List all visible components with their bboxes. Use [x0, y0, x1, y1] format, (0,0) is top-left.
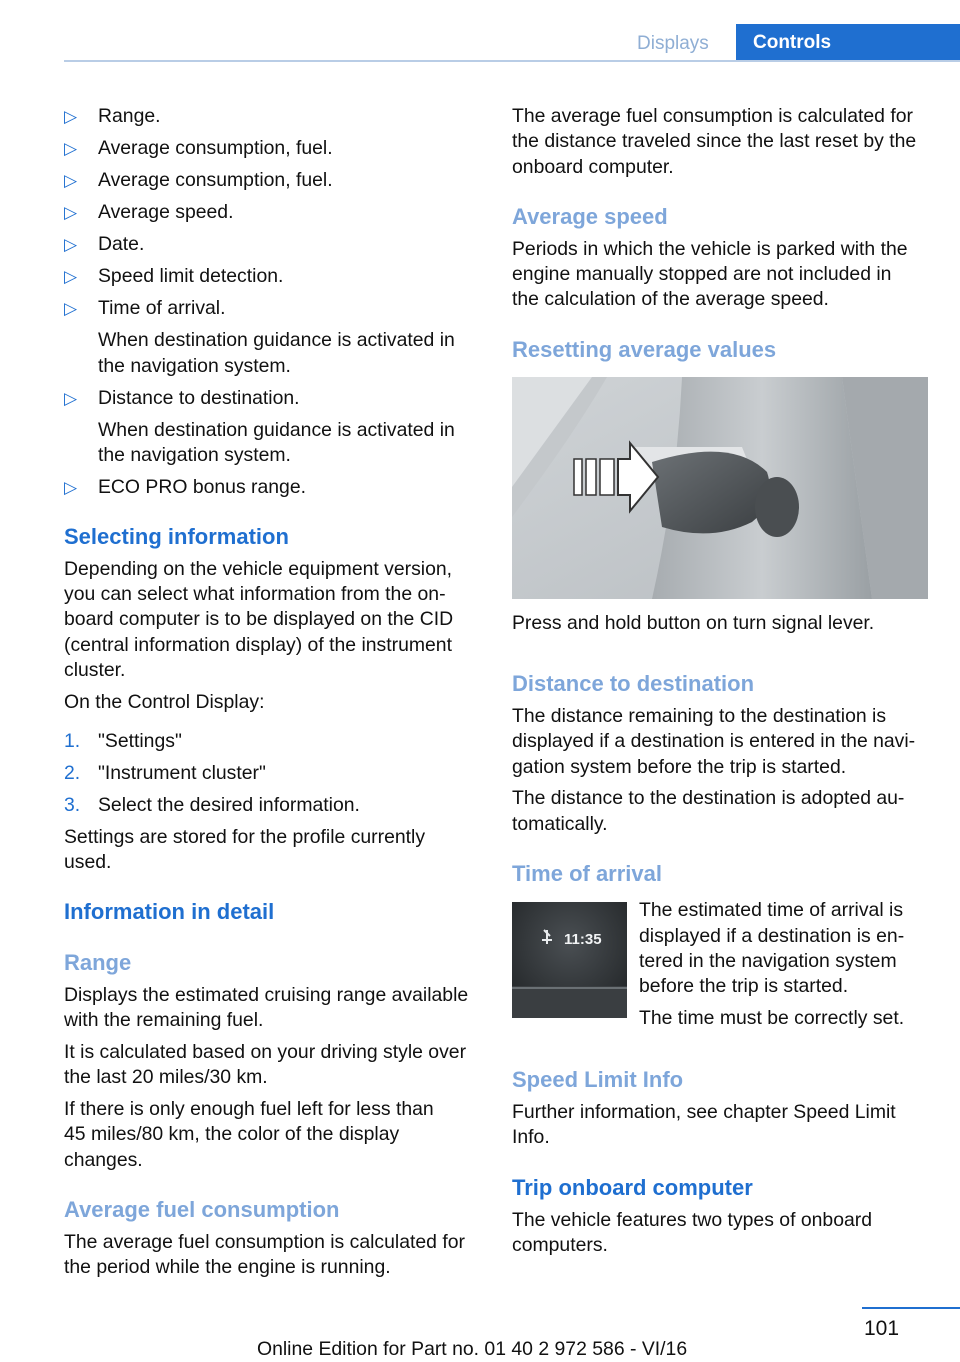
turn-signal-lever-illustration [512, 377, 928, 599]
paragraph-line: The time must be correctly set. [639, 1007, 905, 1029]
paragraph-line: before the trip is started. [639, 975, 849, 997]
paragraph-line: the distance traveled since the last reset by the [512, 130, 917, 152]
bullet-note: When destination guidance is activated in [98, 419, 455, 441]
subsection-heading: Average fuel consumption [64, 1197, 340, 1222]
section-heading: Selecting information [64, 524, 289, 549]
subsection-heading: Distance to destination [512, 671, 755, 696]
paragraph-line: displayed if a destination is entered in the navi‐ [512, 730, 916, 752]
paragraph-line: tered in the navigation system [639, 950, 897, 972]
header-section-label: Displays [637, 33, 709, 54]
paragraph-line: If there is only enough fuel left for less than [64, 1098, 434, 1120]
paragraph-line: The distance remaining to the destination is [512, 705, 887, 727]
bullet-note: the navigation system. [98, 355, 291, 377]
paragraph-line: displayed if a destination is en‐ [639, 925, 905, 947]
paragraph-line: computers. [512, 1234, 608, 1256]
subsection-heading: Speed Limit Info [512, 1067, 684, 1092]
bullet-note: the navigation system. [98, 444, 291, 466]
paragraph-line: 45 miles/80 km, the color of the display [64, 1123, 400, 1145]
lever-drawing [512, 377, 928, 599]
paragraph-line: The estimated time of arrival is [639, 899, 904, 921]
header-rule [64, 60, 960, 62]
paragraph-line: It is calculated based on your driving style over [64, 1041, 467, 1063]
header-chapter-tab: Controls [736, 24, 960, 62]
page-number: 101 [864, 1317, 900, 1340]
paragraph-line: the calculation of the average speed. [512, 288, 829, 310]
paragraph-line: used. [64, 851, 112, 873]
footer-edition: Online Edition for Part no. 01 40 2 972 586 - VI/16 [257, 1338, 688, 1360]
paragraph-line: (central information display) of the instrument [64, 634, 452, 656]
paragraph-line: The vehicle features two types of onboard [512, 1209, 873, 1231]
triangle-bullet-icon: ▷ [64, 107, 78, 126]
paragraph-line: Displays the estimated cruising range available [64, 984, 469, 1006]
paragraph-line: The distance to the destination is adopted au‐ [512, 787, 905, 809]
triangle-bullet-icon: ▷ [64, 267, 78, 286]
figure-caption: Press and hold button on turn signal lever. [512, 612, 875, 634]
paragraph-line: with the remaining fuel. [64, 1009, 264, 1031]
arrival-time-display-illustration [512, 902, 627, 1018]
paragraph-line: The average fuel consumption is calculated for [512, 105, 913, 127]
clock-time-text: 11:35 [564, 931, 602, 948]
triangle-bullet-icon: ▷ [64, 299, 78, 318]
paragraph-line: changes. [64, 1149, 143, 1171]
paragraph-line: cluster. [64, 659, 126, 681]
paragraph-line: The average fuel consumption is calculated for [64, 1231, 465, 1253]
paragraph-line: On the Control Display: [64, 691, 265, 713]
triangle-bullet-icon: ▷ [64, 203, 78, 222]
paragraph-line: the period while the engine is running. [64, 1256, 391, 1278]
section-heading: Trip onboard computer [512, 1175, 753, 1200]
triangle-bullet-icon: ▷ [64, 235, 78, 254]
paragraph-line: the last 20 miles/30 km. [64, 1066, 268, 1088]
footer-rule [862, 1307, 960, 1309]
paragraph-line: engine manually stopped are not included in [512, 263, 892, 285]
paragraph-line: onboard computer. [512, 156, 674, 178]
paragraph-line: board computer is to be displayed on the CID [64, 608, 454, 630]
paragraph-line: Info. [512, 1126, 550, 1148]
paragraph-line: gation system before the trip is started. [512, 756, 847, 778]
triangle-bullet-icon: ▷ [64, 478, 78, 497]
paragraph-line: Periods in which the vehicle is parked with the [512, 238, 908, 260]
subsection-heading: Range [64, 950, 132, 975]
subsection-heading: Resetting average values [512, 337, 777, 362]
paragraph-line: Depending on the vehicle equipment version, [64, 558, 453, 580]
paragraph-line: you can select what information from the on‐ [64, 583, 446, 605]
triangle-bullet-icon: ▷ [64, 139, 78, 158]
triangle-bullet-icon: ▷ [64, 171, 78, 190]
bullet-note: When destination guidance is activated in [98, 329, 455, 351]
paragraph-line: Settings are stored for the profile currently [64, 826, 426, 848]
paragraph-line: Further information, see chapter Speed Limit [512, 1101, 896, 1123]
clock-drawing [512, 902, 627, 1018]
subsection-heading: Average speed [512, 204, 668, 229]
paragraph-line: tomatically. [512, 813, 608, 835]
subsection-heading: Time of arrival [512, 861, 662, 886]
triangle-bullet-icon: ▷ [64, 389, 78, 408]
section-heading: Information in detail [64, 899, 275, 924]
